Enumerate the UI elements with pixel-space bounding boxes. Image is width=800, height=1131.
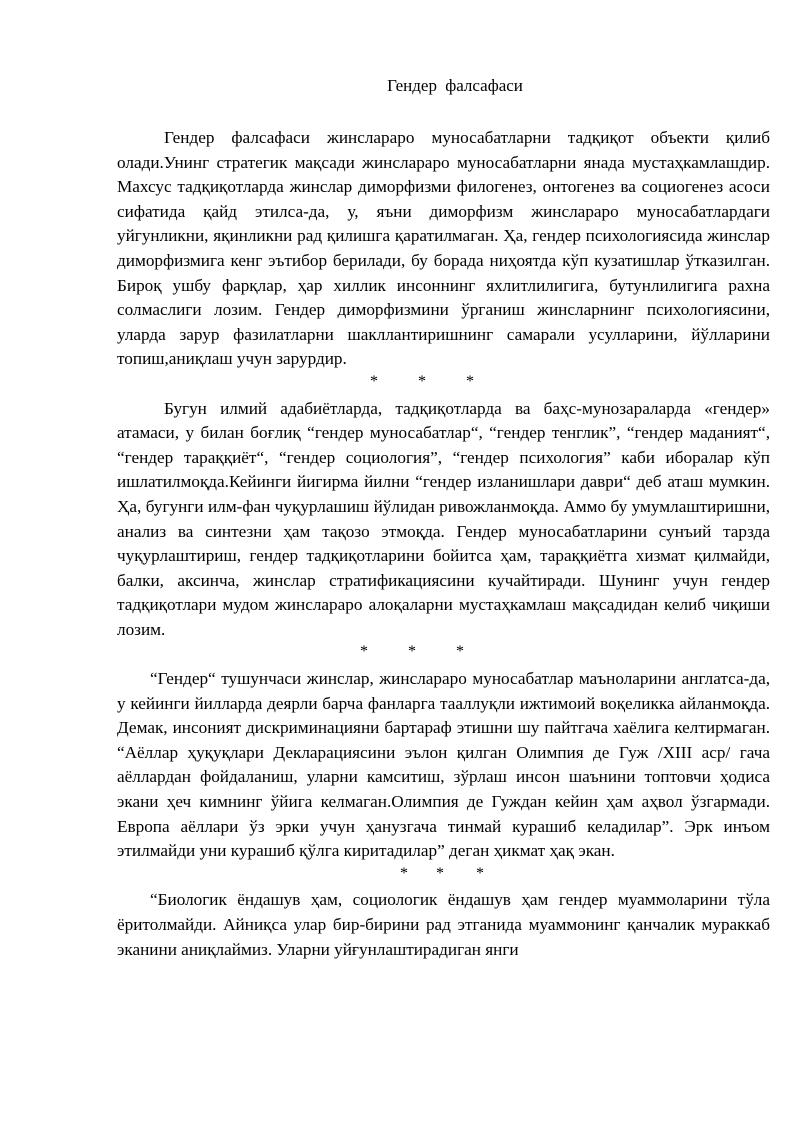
- paragraph-1: Гендер фалсафаси жинслараро муносабатларни тадқиқот объекти қилиб олади.Унинг стратегик мақсади жинслараро муносабатларни янада мустаҳкамлашдир. Махсус тадқиқотларда жинслар диморфизми филогенез, онтогенез ва социогенез асоси сифатида қайд этилса-да, у, яъни диморфизм жинслараро муносабатлардаги уйгунликни, яқинликни рад қилишга қаратилмаган. Ҳа, гендер психологиясида жинслар диморфизмига кенг эътибор берилади, бу борада ниҳоятда кўп кузатишлар ўтказилган. Бироқ ушбу фарқлар, ҳар хиллик инсоннинг яхлитлилигига, бутунлилигига рахна солмаслиги лозим. Гендер диморфизмини ўрганиш жинсларнинг психологиясини, уларда зарур фазилатларни шакллантиришнинг самарали усулларини, йўлларини топиш,аниқлаш учун зарурдир.: [117, 128, 770, 369]
- section-separator-1: * * *: [370, 372, 474, 390]
- document-title: Гендер фалсафаси: [387, 76, 523, 95]
- paragraph-4: “Биологик ёндашув ҳам, социологик ёндашув ҳам гендер муаммоларини тўла ёритолмайди. Айниқса улар бир-бирини рад этганида муаммонинг қанчалик мураккаб эканини аниқлаймиз. Уларни уйғунлаштирадиган янги: [117, 890, 770, 959]
- paragraph-2: Бугун илмий адабиётларда, тадқиқотларда ва баҳс-мунозараларда «гендер» атамаси, у билан боғлиқ “гендер муносабатлар“, “гендер тенглик”, “гендер маданият“, “гендер тараққиёт“, “гендер социология”, “гендер психология” каби иборалар кўп ишлатилмоқда.Кейинги йигирма йилни “гендер изланишлари даври“ деб аташ мумкин. Ҳа, бугунги илм-фан чуқурлашиш йўлидан ривожланмоқда. Аммо бу умумлаштиришни, анализ ва синтезни ҳам тақозо этмоқда. Гендер муносабатларини сунъий тарзда чуқурлаштириш, гендер тадқиқотларини бойитса ҳам, тараққиётга хизмат қилмайди, балки, аксинча, жинслар стратификациясини кучайтиради. Шунинг учун гендер тадқиқотлари мудом жинслараро алоқаларни мустаҳкамлаш мақсадидан келиб чиқиши лозим.: [117, 398, 770, 639]
- document-body: [117, 126, 770, 962]
- section-separator-3: * * *: [400, 864, 484, 882]
- section-separator-2: * * *: [360, 643, 464, 661]
- paragraph-3: “Гендер“ тушунчаси жинслар, жинслараро муносабатлар маъноларини англатса-да, у кейинги йилларда деярли барча фанларга тааллуқли ижтимоий воқеликка айланмоқда. Демак, инсоният дискриминацияни бартараф этишни шу пайтгача хаёлига келтирмаган. “Аёллар ҳуқуқлари Декларациясини эълон қилган Олимпия де Гуж /XIII аср/ гача аёллардан фойдаланиш, уларни камситиш, зўрлаш инсон шаънини топтовчи ҳодиса экани ҳеч кимнинг ўйига келмаган.Олимпия де Гуждан кейин ҳам аҳвол ўзгармади. Европа аёллари ўз эрки учун ҳанузгача тинмай курашиб келадилар”. Эрк инъом этилмайди уни курашиб қўлга киритадилар” деган ҳикмат ҳақ экан.: [117, 669, 770, 861]
